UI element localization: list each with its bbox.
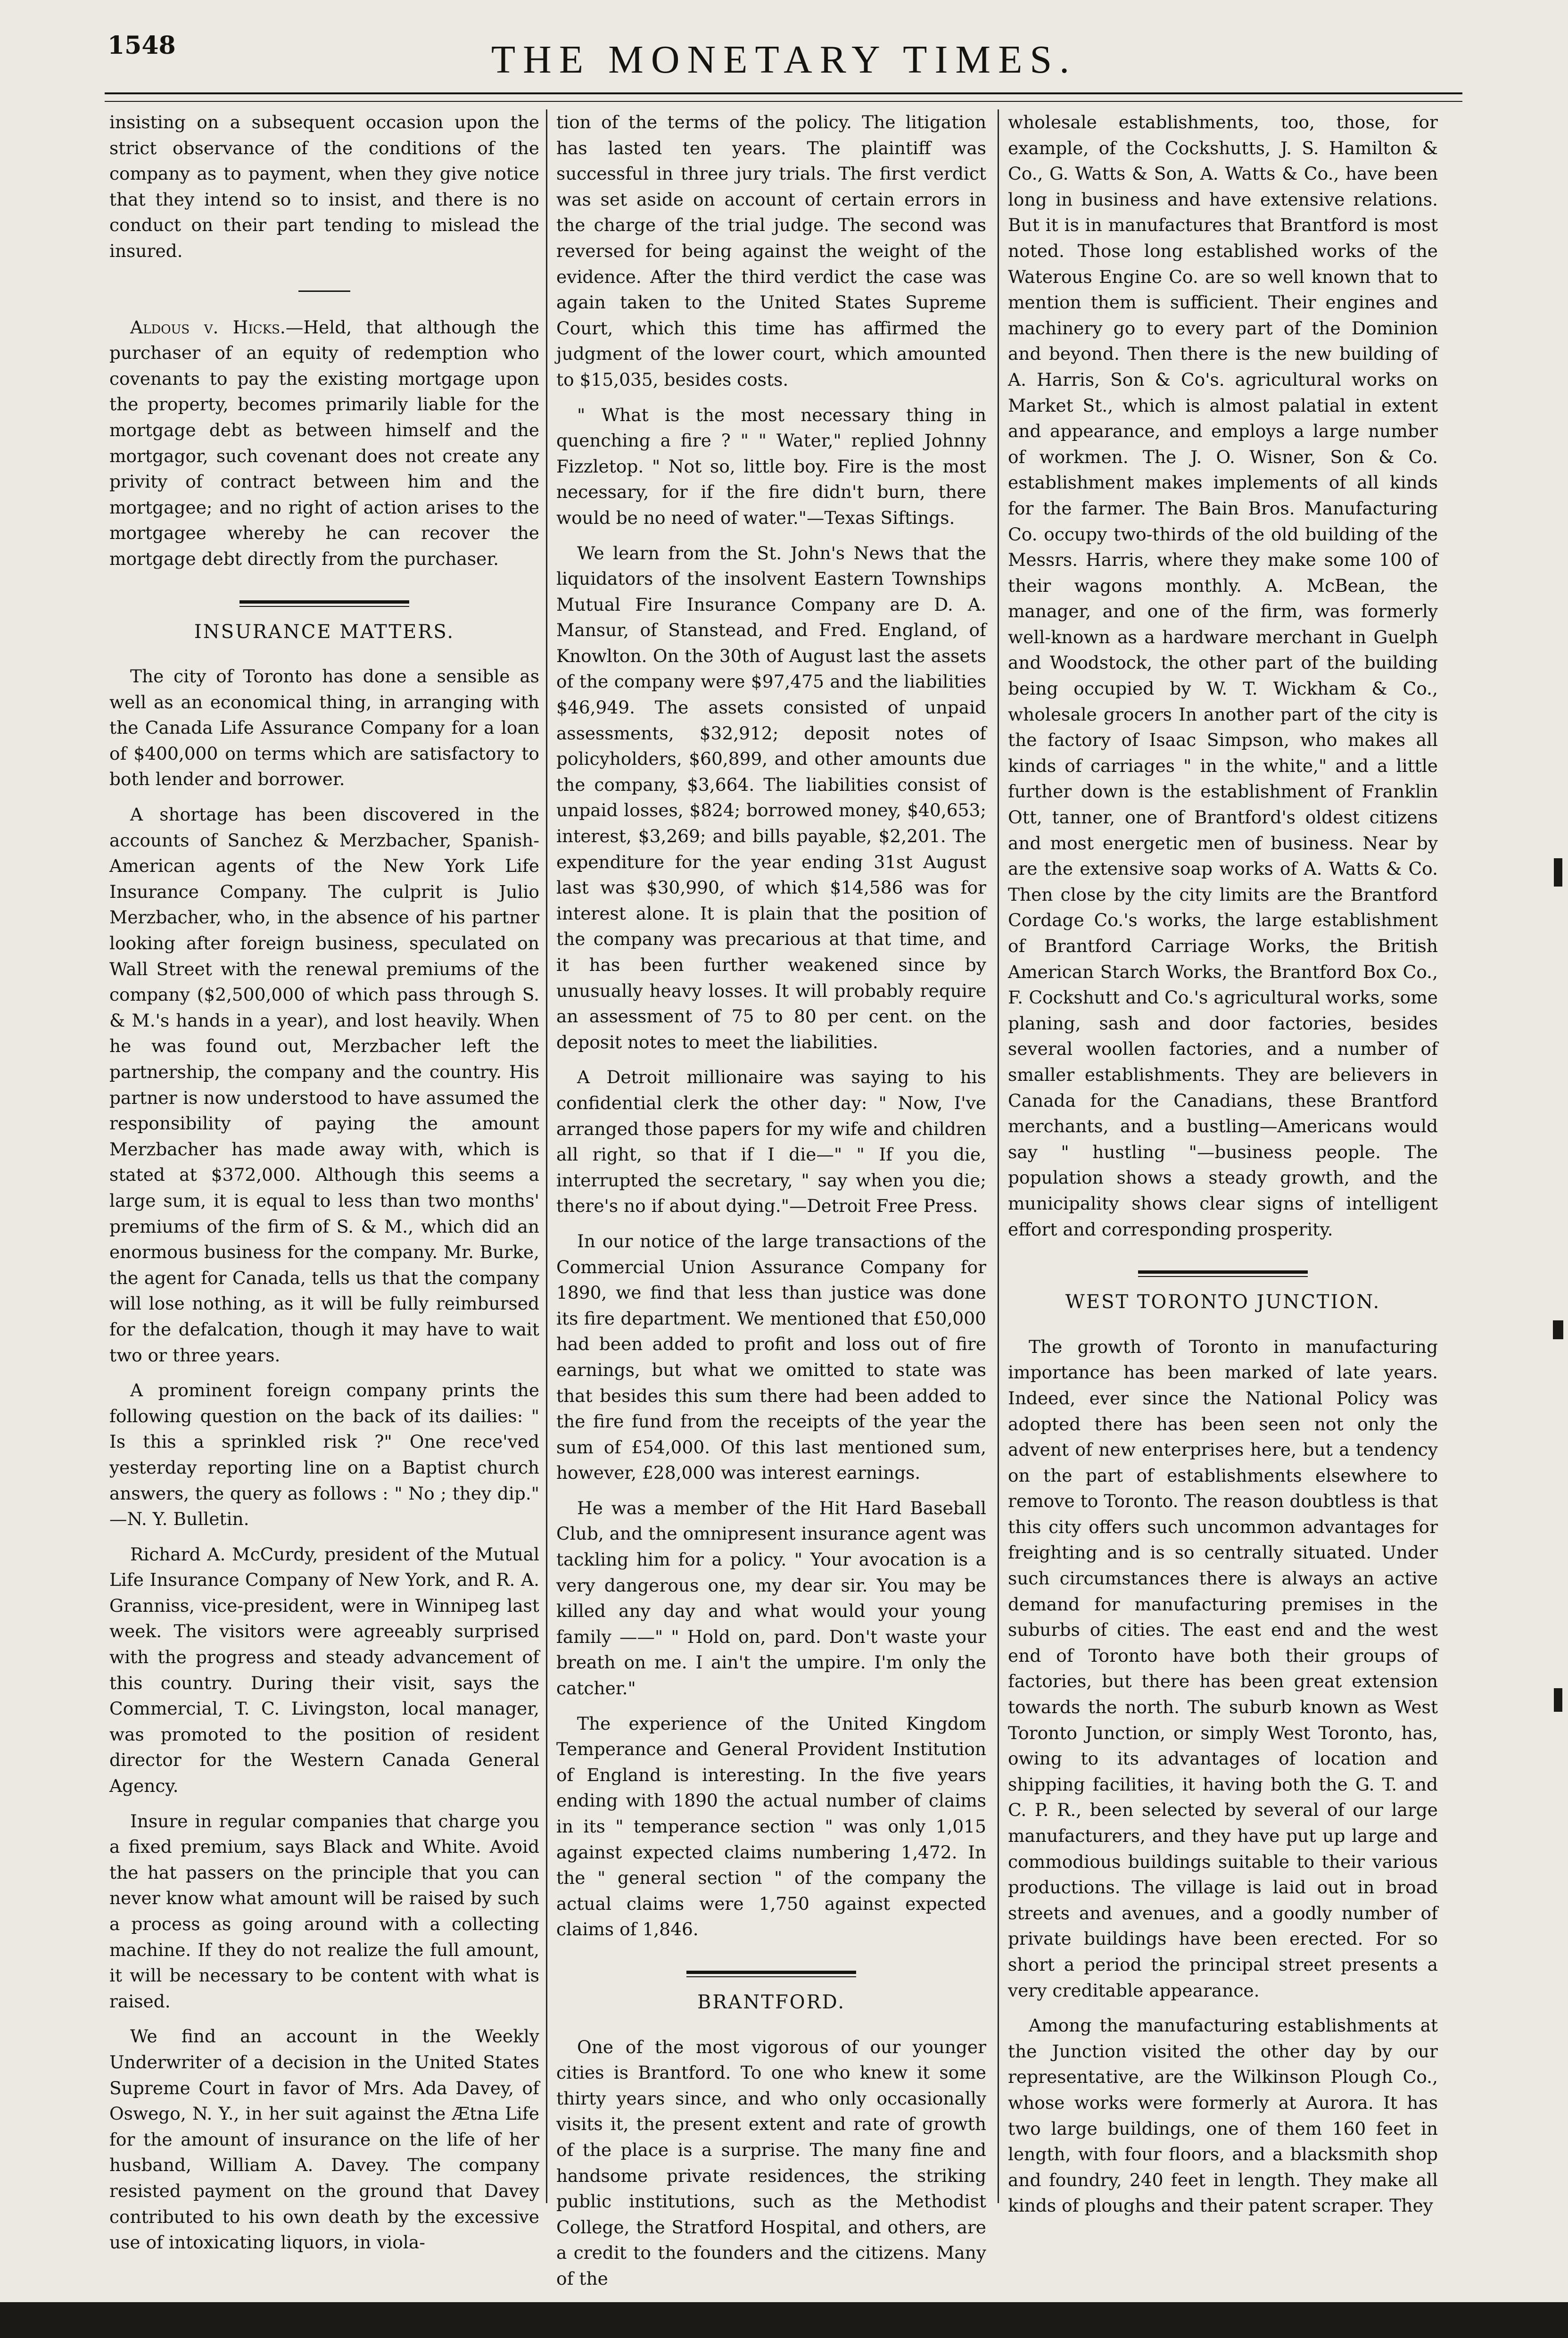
paragraph <box>109 315 539 572</box>
column-3 <box>1008 109 1438 2219</box>
paragraph: Insure in regular companies that charge you a fixed premium, says Black and White. Avoid the hat passers on the principle that you can never know what amount will be raised by such a process as going around with a collecting machine. If they do not realize the full amount, it will be necessary to be content with what is raised. <box>109 1810 539 2012</box>
scan-bottom-edge <box>0 2302 1568 2338</box>
paragraph: We learn from the St. John's News that the liquidators of the insolvent Eastern Townships Mutual Fire Insurance Company are D. A. Mansur, of Stanstead, and Fred. England, of Knowlton. On the 30th of August last the assets of the company were $97,475 and the liabilities $46,949. The assets consisted of unpaid assessments, $32,912; deposit notes of policyholders, $60,899, and other amounts due the company, $3,664. The liabilities consist of unpaid losses, $824; borrowed money, $40,653; interest, $3,269; and bills payable, $2,201. The expenditure for the year ending 31st August last was $30,990, of which $14,586 was for interest alone. It is plain that the position of the company was precarious at that time, and it has been further weakened since by unusually heavy losses. It will probably require an assessment of 75 to 80 per cent. on the deposit notes to meet the liabilities. <box>556 542 986 1053</box>
heading-brantford: BRANTFORD. <box>697 1991 846 2013</box>
paragraph: The city of Toronto has done a sensible as well as an economical thing, in arranging with the Canada Life Assurance Company for a loan of $400,000 on terms which are satisfactory to both lender and borrower. <box>109 666 539 790</box>
paragraph: A prominent foreign company prints the following question on the back of its dailies: " Is this a sprinkled risk ?" One rece'ved yesterday reporting line on a Baptist church answers, the query as follows : " No ; they dip." —N. Y. Bulletin. <box>109 1380 539 1530</box>
column-1 <box>109 109 539 2255</box>
case-name: Aldous v. Hicks. <box>130 316 286 338</box>
masthead-title: THE MONETARY TIMES. <box>491 38 1077 82</box>
column-divider <box>546 109 547 2203</box>
paragraph: The experience of the United Kingdom Temperance and General Provident Institution of England is interesting. In the five years ending with 1890 the actual number of claims in its " temperance section " was only 1,015 against expected claims numbering 1,472. In the " general section " of the company the actual claims were 1,750 against expected claims of 1,846. <box>556 1713 986 1940</box>
header-rule <box>105 92 1462 94</box>
paragraph: Richard A. McCurdy, president of the Mutual Life Insurance Company of New York, and R. A. Granniss, vice-president, were in Winnipeg last week. The visitors were agreeably surprised with the progress and steady advancement of this country. During their visit, says the Commercial, T. C. Livingston, local manager, was promoted to the position of resident director for the Western Canada General Agency. <box>109 1543 539 1797</box>
scan-margin-mark <box>1554 858 1562 887</box>
heading-west-toronto-junction: WEST TORONTO JUNCTION. <box>1065 1291 1381 1313</box>
paragraph: A Detroit millionaire was saying to his confidential clerk the other day: " Now, I've arranged those papers for my wife and children all right, so that if I die—" " If you die, interrupted the secretary, " say when you die; there's no if about dying."—Detroit Free Press. <box>556 1067 986 1217</box>
page-number: 1548 <box>107 31 176 60</box>
paragraph: wholesale establishments, too, those, for example, of the Cockshutts, J. S. Hamilton & Co., G. Watts & Son, A. Watts & Co., have been long in business and have extensive relations. But it is in manufactures that Brantford is most noted. Those long established works of the Waterous Engine Co. are so well known that to mention them is sufficient. Their engines and machinery go to every part of the Dominion and beyond. Then there is the new building of A. Harris, Son & Co's. agricultural works on Market St., which is almost palatial in extent and appearance, and employs a large number of workmen. The J. O. Wisner, Son & Co. establishment makes implements of all kinds for the farmer. The Bain Bros. Manufacturing Co. occupy two-thirds of the old building of the Messrs. Harris, where they make some 100 of their wagons monthly. A. McBean, the manager, and one of the firm, was formerly well-known as a hardware merchant in Guelph and Woodstock, the other part of the building being occupied by W. T. Wickham & Co., wholesale grocers In another part of the city is the factory of Isaac Simpson, who makes all kinds of carriages " in the white," and a little further down is the establishment of Franklin Ott, tanner, one of Brantford's oldest citizens and most energetic men of business. Near by are the extensive soap works of A. Watts & Co. Then close by the city limits are the Brantford Cordage Co.'s works, the large establishment of Brantford Carriage Works, the British American Starch Works, the Brantford Box Co., F. Cockshutt and Co.'s agricultural works, some planing, sash and door factories, besides several woollen factories, and a number of smaller establishments. They are believers in Canada for the Canadians, these Brantford merchants, and a bustling—Americans would say " hustling "—business people. The population shows a steady growth, and the municipality shows clear signs of intelligent effort and corresponding prosperity. <box>1008 112 1438 1240</box>
heading-rule <box>686 1971 856 1977</box>
paragraph: In our notice of the large transactions of the Commercial Union Assurance Company for 1890, we find that less than justice was done its fire department. We mentioned that £50,000 had been added to profit and loss out of fire earnings, but what we omitted to state was that besides this sum there had been added to the fire fund from the receipts of the year the sum of £54,000. Of this last mentioned sum, however, £28,000 was interest earnings. <box>556 1230 986 1484</box>
heading-rule <box>239 600 409 607</box>
column-divider <box>998 109 999 2203</box>
header-rule-thin <box>105 101 1462 102</box>
paragraph: tion of the terms of the policy. The litigation has lasted ten years. The plaintiff was successful in three jury trials. The first verdict was set aside on account of certain errors in the charge of the trial judge. The second was reversed for being against the weight of the evidence. After the third verdict the case was again taken to the United States Supreme Court, which this time has affirmed the judgment of the lower court, which amounted to $15,035, besides costs. <box>556 112 986 390</box>
heading-insurance-matters: INSURANCE MATTERS. <box>194 621 455 643</box>
paragraph: " What is the most necessary thing in quenching a fire ? " " Water," replied Johnny Fizzletop. " Not so, little boy. Fire is the most necessary, for if the fire didn't burn, there would be no need of water."—Texas Siftings. <box>556 404 986 528</box>
paragraph: The growth of Toronto in manufacturing importance has been marked of late years. Indeed, ever since the National Policy was adopted there has been seen not only the advent of new enterprises here, but a tendency on the part of establishments elsewhere to remove to Toronto. The reason doubtless is that this city offers such uncommon advantages for freighting and is so centrally situated. Under such circumstances there is always an active demand for manufacturing premises in the suburbs of cities. The east end and the west end of Toronto have both their groups of factories, but there has been great extension towards the north. The suburb known as West Toronto Junction, or simply West Toronto, has, owing to its advantages of location and shipping facilities, it having both the G. T. and C. P. R., been selected by several of our large manufacturers, and they have put up large and commodious buildings suitable to their various productions. The village is laid out in broad streets and avenues, and a goodly number of private buildings have been erected. For so short a period the principal street presents a very creditable appearance. <box>1008 1336 1438 2001</box>
heading-rule <box>1138 1270 1308 1277</box>
paragraph: We find an account in the Weekly Underwriter of a decision in the United States Supreme Court in favor of Mrs. Ada Davey, of Oswego, N. Y., in her suit against the Ætna Life for the amount of insurance on the life of her husband, William A. Davey. The company resisted payment on the ground that Davey contributed to his own death by the excessive use of intoxicating liquors, in viola- <box>109 2026 539 2253</box>
scan-margin-mark <box>1553 1320 1563 1339</box>
paragraph: He was a member of the Hit Hard Baseball Club, and the omnipresent insurance agent was tackling him for a policy. " Your avocation is a very dangerous one, my dear sir. You may be killed any day and what would your young family ——" " Hold on, pard. Don't waste your breath on me. I ain't the umpire. I'm only the catcher." <box>556 1497 986 1699</box>
section-heading <box>1008 1270 1438 1315</box>
paragraph: A shortage has been discovered in the accounts of Sanchez & Merzbacher, Spanish-American agents of the New York Life Insurance Company. The culprit is Julio Merzbacher, who, in the absence of his partner looking after foreign business, speculated on Wall Street with the renewal premiums of the company ($2,500,000 of which pass through S. & M.'s hands in a year), and lost heavily. When he was found out, Merzbacher left the partnership, the company and the country. His partner is now understood to have assumed the responsibility of paying the amount Merzbacher has made away with, which is stated at $372,000. Although this seems a large sum, it is equal to less than two months' premiums of the firm of S. & M., which did an enormous business for the company. Mr. Burke, the agent for Canada, tells us that the company will lose nothing, as it will be fully reimbursed for the defalcation, though it may have to wait two or three years. <box>109 804 539 1366</box>
separator-rule <box>298 290 350 292</box>
section-heading <box>109 600 539 645</box>
paragraph: One of the most vigorous of our younger cities is Brantford. To one who knew it some thirty years since, and who only occasionally visits it, the present extent and rate of growth of the place is a surprise. The many fine and handsome private residences, the striking public institutions, such as the Methodist College, the Stratford Hospital, and others, are a credit to the founders and the citizens. Many of the <box>556 2036 986 2289</box>
case-text: —Held, that although the purchaser of an equity of redemption who covenants to pay the existing mortgage upon the property, becomes primarily liable for the mortgage debt as between himself and the mortgagor, such covenant does not create any privity of contract between him and the mortgagee; and no right of action arises to the mortgagee whereby he can recover the mortgage debt directly from the purchaser. <box>109 316 540 569</box>
paragraph: insisting on a subsequent occasion upon the strict observance of the conditions of the company as to payment, when they give notice that they intend so to insist, and there is no conduct on their part tending to mislead the insured. <box>109 112 539 261</box>
paragraph: Among the manufacturing establishments at the Junction visited the other day by our representative, are the Wilkinson Plough Co., whose works were formerly at Aurora. It has two large buildings, one of them 160 feet in length, with four floors, and a blacksmith shop and foundry, 240 feet in length. They make all kinds of ploughs and their patent scraper. They <box>1008 2015 1438 2216</box>
section-heading <box>556 1971 986 2015</box>
column-2 <box>556 109 986 2292</box>
scan-margin-mark <box>1554 1688 1562 1712</box>
